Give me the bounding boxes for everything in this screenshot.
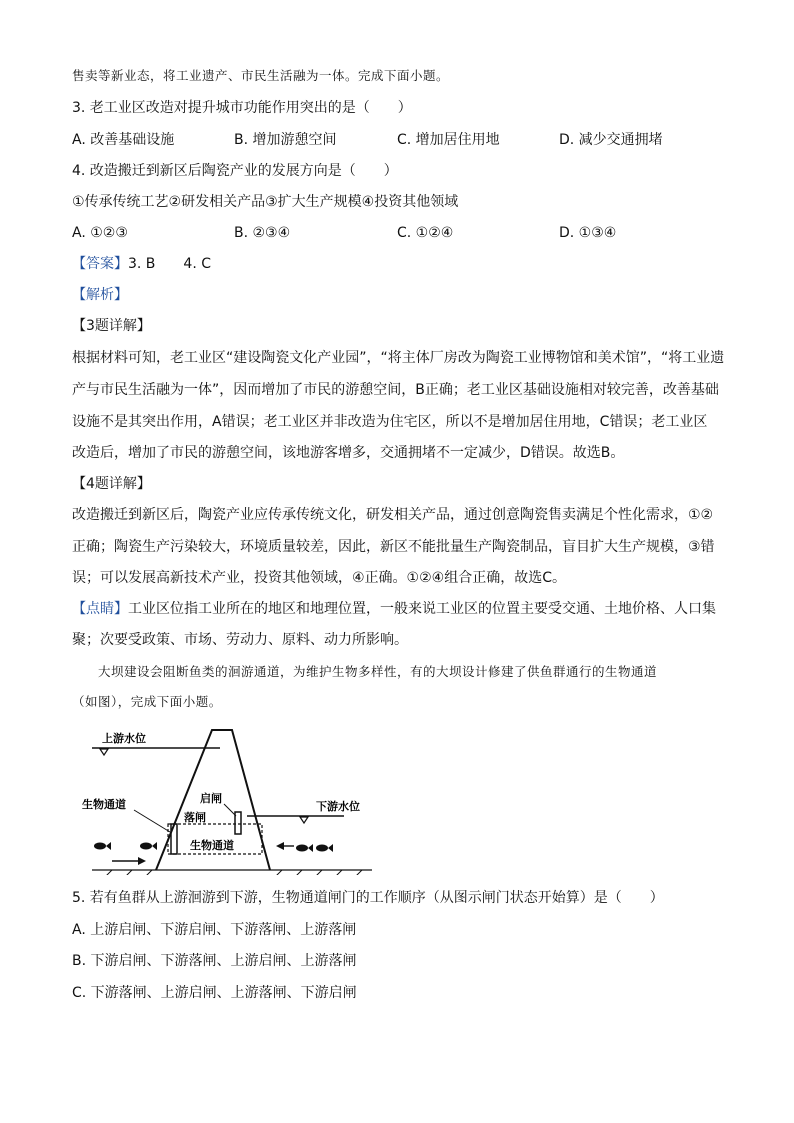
gate-open-label: 启闸 xyxy=(200,792,222,805)
question-5-stem: 5. 若有鱼群从上游洄游到下游，生物通道闸门的工作顺序（从图示闸门状态开始算）是（ ） xyxy=(72,890,664,906)
answer-label: 【答案】 xyxy=(72,256,128,272)
upstream-level-label: 上游水位 xyxy=(102,732,146,745)
tip-text: 工业区位指工业所在的地区和地理位置，一般来说工业区的位置主要受交通、土地价格、人口集 xyxy=(128,601,716,617)
tip-line xyxy=(72,599,716,619)
question-4-stem: 4. 改造搬迁到新区后陶瓷产业的发展方向是（ ） xyxy=(72,163,398,179)
ground-hatching xyxy=(106,870,362,875)
q3-option-c: C. 增加居住用地 xyxy=(397,132,500,148)
gate-open-pointer xyxy=(224,804,236,816)
q4-option-b: B. ②③④ xyxy=(234,225,291,241)
q4-option-c: C. ①②④ xyxy=(397,225,454,241)
q3-detail-label: 【3题详解】 xyxy=(72,318,151,334)
q3-option-a: A. 改善基础设施 xyxy=(72,132,175,148)
answer-line xyxy=(72,254,211,274)
fish-icon xyxy=(140,842,157,850)
q5-option-a: A. 上游启闸、下游启闸、下游落闸、上游落闸 xyxy=(72,922,357,938)
question-4-choices: ①传承传统工艺②研发相关产品③扩大生产规模④投资其他领域 xyxy=(72,194,459,210)
q3-option-d: D. 减少交通拥堵 xyxy=(559,132,663,148)
dam-fish-passage-diagram xyxy=(72,720,382,875)
material-intro-text: 大坝建设会阻断鱼类的洄游通道，为维护生物多样性，有的大坝设计修建了供鱼群通行的生物通道 xyxy=(72,664,658,679)
q5-option-c: C. 下游落闸、上游启闸、上游落闸、下游启闸 xyxy=(72,985,357,1001)
gate-closed-label: 落闸 xyxy=(184,811,206,824)
passage-label-left: 生物通道 xyxy=(82,798,126,811)
arrow-head-icon xyxy=(276,842,284,850)
inner-passage-label: 生物通道 xyxy=(190,839,234,852)
q4-detail-line: 正确；陶瓷生产污染较大，环境质量较差，因此，新区不能批量生产陶瓷制品，盲目扩大生产规模，③错 xyxy=(72,539,715,555)
fish-icon xyxy=(296,844,313,852)
analysis-label: 【解析】 xyxy=(72,287,128,303)
material-intro-text: （如图），完成下面小题。 xyxy=(72,694,222,709)
material-intro-text: 售卖等新业态，将工业遗产、市民生活融为一体。完成下面小题。 xyxy=(72,68,450,83)
downstream-level-marker-icon xyxy=(300,817,308,823)
upstream-level-marker-icon xyxy=(100,749,108,755)
q3-detail-line: 设施不是其突出作用，A错误；老工业区并非改造为住宅区，所以不是增加居住用地，C错误；老工业区 xyxy=(72,414,708,430)
tip-line: 聚；次要受政策、市场、劳动力、原料、动力所影响。 xyxy=(72,632,408,648)
arrow-head-icon xyxy=(138,857,146,865)
q3-detail-line: 改造后，增加了市民的游憩空间，该地游客增多，交通拥堵不一定减少，D错误。故选B。 xyxy=(72,445,625,461)
downstream-level-label: 下游水位 xyxy=(316,800,360,813)
q5-option-b: B. 下游启闸、下游落闸、上游启闸、上游落闸 xyxy=(72,953,357,969)
q4-option-d: D. ①③④ xyxy=(559,225,617,241)
passage-label-pointer xyxy=(134,810,170,832)
q4-option-a: A. ①②③ xyxy=(72,225,128,241)
fish-icon xyxy=(94,842,111,850)
q3-option-b: B. 增加游憩空间 xyxy=(234,132,337,148)
tip-label: 【点睛】 xyxy=(72,601,128,617)
q3-detail-line: 根据材料可知，老工业区“建设陶瓷文化产业园”，“将主体厂房改为陶瓷工业博物馆和美术馆”，“将工业遗 xyxy=(72,350,725,366)
q4-detail-line: 误；可以发展高新技术产业，投资其他领域，④正确。①②④组合正确，故选C。 xyxy=(72,570,566,586)
question-3-stem: 3. 老工业区改造对提升城市功能作用突出的是（ ） xyxy=(72,100,412,116)
answer-text: 3. B 4. C xyxy=(128,256,211,272)
q4-detail-line: 改造搬迁到新区后，陶瓷产业应传承传统文化，研发相关产品，通过创意陶瓷售卖满足个性化需求，①② xyxy=(72,507,714,523)
q4-detail-label: 【4题详解】 xyxy=(72,476,151,492)
fish-icon xyxy=(316,844,333,852)
q3-detail-line: 产与市民生活融为一体”，因而增加了市民的游憩空间，B正确；老工业区基础设施相对较完善，改善基础 xyxy=(72,382,719,398)
